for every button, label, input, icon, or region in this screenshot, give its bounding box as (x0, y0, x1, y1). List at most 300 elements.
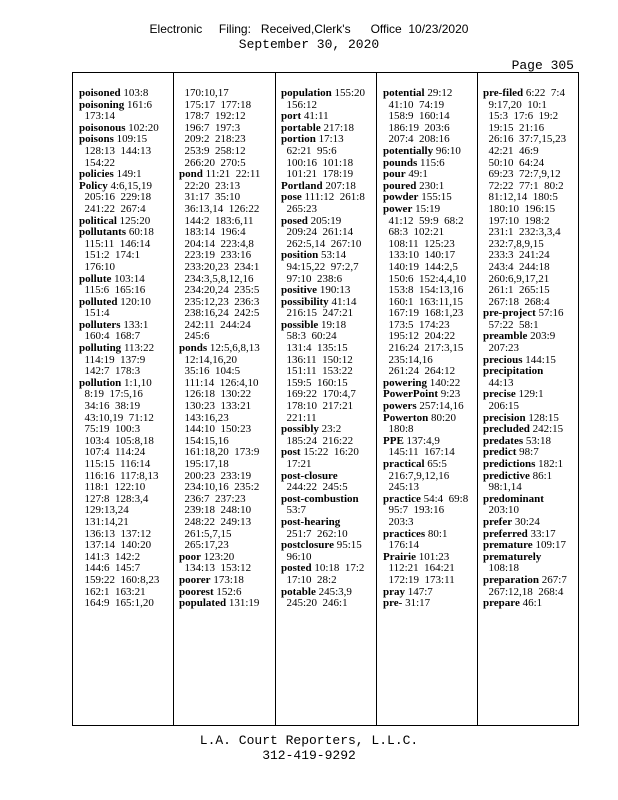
page-line-refs: 72:22 77:1 80:2 (483, 179, 564, 192)
page-line-refs: 115:15 116:14 (79, 458, 151, 470)
page-line-refs: 178:10 217:21 (281, 400, 354, 413)
page-line-refs: 53:18 (523, 434, 551, 447)
page-line-refs: 180:8 (383, 423, 414, 436)
page-line-refs: 115:6 (417, 156, 445, 169)
page-line-refs: 223:19 233:16 (179, 249, 252, 262)
index-term: posted (281, 562, 312, 575)
page-line-refs: 235:14,16 (383, 353, 433, 366)
page-line-refs: 36:13,14 126:22 (179, 202, 260, 215)
index-term: possibility (281, 295, 329, 308)
page-line-refs: 207:18 (322, 179, 356, 192)
index-term: precipitation (483, 365, 544, 378)
page-line-refs: 118:1 122:10 (79, 481, 146, 494)
page-line-refs: 108:18 (483, 562, 520, 575)
page-line-refs: 203:9 (527, 330, 556, 343)
page-line-refs: 17:13 (315, 133, 344, 146)
index-term: prefer (483, 515, 513, 528)
page-line-refs: 19:18 (318, 318, 347, 331)
page-line-refs: 31:17 (402, 597, 431, 610)
page-line-refs: 8:19 17:5,16 (79, 388, 143, 401)
page-line-refs: 178:7 192:12 (179, 110, 246, 123)
page-line-refs: 69:23 72:7,9,12 (483, 168, 561, 181)
page-line-refs: 261:5,7,15 (179, 527, 232, 540)
index-term: predominant (483, 492, 544, 505)
reporter-phone: 312-419-9292 (262, 748, 356, 763)
reporter-company: L.A. Court Reporters, L.L.C. (199, 733, 419, 748)
page-line-refs: 217:18 (320, 121, 355, 134)
page-line-refs: 109:15 (113, 133, 148, 146)
index-term: post (281, 446, 301, 459)
page-line-refs: 9:23 (437, 388, 461, 401)
page-line-refs: 6:22 7:4 (523, 87, 565, 99)
page-line-refs: 116:16 117:8,13 (79, 469, 159, 482)
page-line-refs: 230:1 (416, 179, 445, 192)
index-entry (483, 598, 567, 610)
index-entry (179, 598, 260, 610)
index-term: pre-project (483, 307, 536, 320)
page-line-refs: 216:15 247:21 (281, 307, 354, 320)
page-line-refs: 241:22 267:4 (79, 202, 146, 215)
transcript-date: September 30, 2020 (238, 37, 380, 52)
page-line-refs: 147:7 (405, 585, 433, 598)
page-line-refs: 131:14,21 (79, 515, 129, 528)
footer (0, 733, 618, 763)
index-term: poisonous (79, 121, 126, 134)
index-term: pollutants (79, 226, 127, 239)
index-term: poor (179, 550, 201, 563)
index-term: precluded (483, 423, 530, 436)
page-line-refs: 111:12 261:8 (301, 191, 365, 204)
page-line-refs: 234:3,5,8,12,16 (179, 272, 254, 285)
index-term: poured (383, 179, 417, 192)
page-line-refs: 34:16 38:19 (79, 400, 141, 413)
page-line-refs: 60:18 (126, 226, 154, 239)
page-line-refs: 185:24 216:22 (281, 434, 354, 447)
page-line-refs: 53:14 (318, 249, 347, 262)
column-divider (477, 73, 478, 725)
page-line-refs: 234:20,24 235:5 (179, 284, 260, 297)
index-term: pounds (383, 156, 418, 169)
page-line-refs: 35:16 104:5 (179, 365, 241, 378)
index-term: pre- (383, 597, 403, 610)
index-term: Policy (79, 179, 108, 192)
index-term: pollution (79, 376, 122, 389)
index-term: poorer (179, 573, 211, 586)
page-line-refs: 150:6 152:4,4,10 (383, 272, 467, 285)
page-number: Page 305 (511, 58, 574, 73)
page-line-refs: 17:21 (281, 458, 312, 470)
page-line-refs: 262:5,14 267:10 (281, 237, 362, 250)
page-line-refs: 46:1 (519, 597, 543, 610)
page-line-refs: 113:22 (121, 342, 155, 355)
page-line-refs: 136:11 150:12 (281, 353, 353, 366)
page-line-refs: 41:10 74:19 (383, 98, 445, 111)
index-term: populated (179, 597, 227, 610)
page-line-refs: 206:15 (483, 400, 520, 413)
page-line-refs: 125:20 (116, 214, 151, 227)
page-line-refs: 152:6 (213, 585, 242, 598)
page-line-refs: 133:10 140:17 (383, 249, 456, 262)
page-line-refs: 96:10 (433, 144, 461, 157)
page-line-refs: 267:7 (539, 573, 567, 586)
page-line-refs: 239:18 248:10 (179, 504, 252, 517)
index-term: practices (383, 527, 426, 540)
page-line-refs: 257:14,16 (416, 400, 464, 413)
page-line-refs: 267:12,18 268:4 (483, 585, 564, 598)
page-line-refs: 109:17 (532, 539, 567, 552)
page-line-refs: 65:5 (424, 458, 447, 470)
page-line-refs: 236:7 237:23 (179, 492, 246, 505)
page-line-refs: 245:20 246:1 (281, 597, 348, 610)
page-line-refs: 128:13 144:13 (79, 144, 152, 157)
page-line-refs: 253:9 258:12 (179, 144, 246, 157)
index-term: predictions (483, 458, 536, 470)
page-line-refs: 29:12 (424, 87, 453, 99)
index-term: powder (383, 191, 419, 204)
page-line-refs: 221:11 (281, 411, 317, 424)
page-line-refs: 207:4 208:16 (383, 133, 450, 146)
page-line-refs: 204:14 223:4,8 (179, 237, 254, 250)
index-column-3 (281, 88, 365, 610)
index-term: pre-filed (483, 87, 524, 99)
page-line-refs: 41:12 59:9 68:2 (383, 214, 464, 227)
page-line-refs: 216:24 217:3,15 (383, 342, 464, 355)
index-entry (383, 598, 468, 610)
page-line-refs: 50:10 64:24 (483, 156, 545, 169)
page-line-refs: 140:22 (427, 376, 461, 389)
page-line-refs: 162:1 163:21 (79, 585, 146, 598)
page-line-refs: 209:24 261:14 (281, 226, 354, 239)
page-line-refs: 75:19 100:3 (79, 423, 141, 436)
index-term: poisons (79, 133, 114, 146)
word-index-box (72, 72, 579, 726)
page-line-refs: 137:4,9 (403, 434, 440, 447)
page-line-refs: 100:16 101:18 (281, 156, 354, 169)
page-line-refs: 41:11 (301, 110, 329, 123)
page-line-refs: 112:21 164:21 (383, 562, 455, 575)
index-term: poorest (179, 585, 214, 598)
index-continuation (281, 598, 365, 610)
index-term: predict (483, 446, 517, 459)
page-line-refs: 95:15 (333, 539, 362, 552)
page-line-refs: 80:20 (428, 411, 457, 424)
page-line-refs: 11:21 22:11 (202, 168, 261, 181)
page-line-refs: 42:21 46:9 (483, 144, 539, 157)
page-line-refs: 156:12 (281, 98, 318, 111)
page-line-refs: 145:11 167:14 (383, 446, 455, 459)
page-line-refs: 142:7 178:3 (79, 365, 141, 378)
index-term: post-closure (281, 469, 338, 482)
index-term: pollute (79, 272, 112, 285)
page-line-refs: 175:17 177:18 (179, 98, 252, 111)
index-term: Prairie (383, 550, 416, 563)
column-divider (376, 73, 377, 725)
index-term: precise (483, 388, 516, 401)
page-line-refs: 195:17,18 (179, 458, 229, 470)
page-line-refs: 216:7,9,12,16 (383, 469, 450, 482)
page-line-refs: 107:4 114:24 (79, 446, 146, 459)
index-term: Portland (281, 179, 323, 192)
page-line-refs: 96:10 (281, 550, 312, 563)
page-line-refs: 123:20 (201, 550, 235, 563)
page-line-refs: 242:15 (529, 423, 564, 436)
page-line-refs: 235:12,23 236:3 (179, 295, 260, 308)
page-line-refs: 30:24 (512, 515, 540, 528)
index-term: practice (383, 492, 421, 505)
page-line-refs: 144:15 (522, 353, 556, 366)
page-line-refs: 127:8 128:3,4 (79, 492, 149, 505)
index-term: postclosure (281, 539, 334, 552)
page-line-refs: 159:22 160:8,23 (79, 573, 160, 586)
index-term: prepare (483, 597, 520, 610)
page-line-refs: 12:5,6,8,13 (207, 342, 260, 355)
page-line-refs: 80:1 (425, 527, 448, 540)
page-line-refs: 161:6 (124, 98, 153, 111)
index-term: posed (281, 214, 308, 227)
page-line-refs: 172:19 173:11 (383, 573, 455, 586)
index-term: portion (281, 133, 316, 146)
index-term: post-combustion (281, 492, 359, 505)
page-line-refs: 161:18,20 173:9 (179, 446, 260, 459)
page-line-refs: 95:7 193:16 (383, 504, 445, 517)
page-line-refs: 15:3 17:6 19:2 (483, 110, 559, 123)
page-line-refs: 153:8 154:13,16 (383, 284, 464, 297)
page-line-refs: 180:10 196:15 (483, 202, 556, 215)
page-line-refs: 68:3 102:21 (383, 226, 445, 239)
page-line-refs: 141:3 142:2 (79, 550, 141, 563)
index-term: precision (483, 411, 526, 424)
page-line-refs: 133:1 (120, 318, 149, 331)
index-term: predates (483, 434, 524, 447)
index-term: powering (383, 376, 427, 389)
page-line-refs: 169:22 170:4,7 (281, 388, 356, 401)
page-line-refs: 207:23 (483, 342, 520, 355)
page-line-refs: 243:4 244:18 (483, 260, 550, 273)
index-column-4 (383, 88, 468, 610)
page-line-refs: 167:19 168:1,23 (383, 307, 464, 320)
page-line-refs: 49:1 (405, 168, 428, 181)
index-term: port (281, 110, 302, 123)
page-line-refs: 203:10 (483, 504, 520, 517)
page-line-refs: 15:19 (412, 202, 441, 215)
page-line-refs: 182:1 (535, 458, 564, 470)
page-line-refs: 164:9 165:1,20 (79, 597, 154, 610)
index-term: power (383, 202, 413, 215)
page-line-refs: 86:1 (529, 469, 553, 482)
page-line-refs: 203:3 (383, 515, 414, 528)
page-line-refs: 57:22 58:1 (483, 318, 539, 331)
index-term: portable (281, 121, 321, 134)
page-line-refs: 158:9 160:14 (383, 110, 450, 123)
index-term: pour (383, 168, 406, 181)
page-line-refs: 101:21 178:19 (281, 168, 354, 181)
page-line-refs: 238:16,24 242:5 (179, 307, 260, 320)
page-line-refs: 242:11 244:24 (179, 318, 251, 331)
page-line-refs: 31:17 35:10 (179, 191, 241, 204)
column-divider (275, 73, 276, 725)
page-line-refs: 149:1 (113, 168, 142, 181)
page-line-refs: 232:7,8,9,15 (483, 237, 544, 250)
page-line-refs: 151:4 (79, 307, 110, 320)
index-term: practical (383, 458, 425, 470)
page-line-refs: 195:12 204:22 (383, 330, 456, 343)
page-line-refs: 143:16,23 (179, 411, 229, 424)
page-line-refs: 97:10 238:6 (281, 272, 343, 285)
page-line-refs: 94:15,22 97:2,7 (281, 260, 359, 273)
page-line-refs: 130:23 133:21 (179, 400, 252, 413)
page-line-refs: 233:20,23 234:1 (179, 260, 260, 273)
page-line-refs: 200:23 233:19 (179, 469, 252, 482)
page-line-refs: 23:2 (318, 423, 342, 436)
filing-stamp: Electronic Filing: Received,Clerk's Office 10/23/2020 (149, 22, 469, 36)
index-term: PPE (383, 434, 404, 447)
index-term: predictive (483, 469, 530, 482)
page-line-refs: 108:11 125:23 (383, 237, 455, 250)
page-line-refs: 154:15,16 (179, 434, 229, 447)
page-line-refs: 12:14,16,20 (179, 353, 238, 366)
page-line-refs: 176:10 (79, 260, 116, 273)
page-line-refs: 144:2 183:6,11 (179, 214, 254, 227)
index-continuation (79, 598, 159, 610)
page-line-refs: 26:16 37:7,15,23 (483, 133, 567, 146)
index-term: polluted (79, 295, 118, 308)
page-line-refs: 159:5 160:15 (281, 376, 348, 389)
index-term: position (281, 249, 319, 262)
page-line-refs: 44:13 (483, 376, 514, 389)
page-line-refs: 4:6,15,19 (107, 179, 153, 192)
page-line-refs: 98:7 (516, 446, 539, 459)
page-line-refs: 260:6,9,17,21 (483, 272, 550, 285)
page-line-refs: 115:6 165:16 (79, 284, 146, 297)
index-term: possible (281, 318, 319, 331)
page-line-refs: 131:19 (226, 597, 260, 610)
index-term: powers (383, 400, 417, 413)
page-line-refs: 248:22 249:13 (179, 515, 252, 528)
index-term: potable (281, 585, 316, 598)
page-line-refs: 103:14 (111, 272, 145, 285)
page-line-refs: 209:2 218:23 (179, 133, 246, 146)
page-line-refs: 120:10 (117, 295, 151, 308)
page-line-refs: 173:18 (210, 573, 244, 586)
page-line-refs: 205:19 (307, 214, 342, 227)
index-term: positive (281, 284, 318, 297)
page-line-refs: 245:13 (383, 481, 420, 494)
page-line-refs: 98:1,14 (483, 481, 522, 494)
page-line-refs: 190:13 (317, 284, 351, 297)
index-term: pray (383, 585, 405, 598)
page-line-refs: 173:14 (79, 110, 116, 123)
page-line-refs: 131:4 135:15 (281, 342, 348, 355)
page-line-refs: 234:10,16 235:2 (179, 481, 260, 494)
index-term: polluters (79, 318, 121, 331)
page-line-refs: 129:1 (515, 388, 544, 401)
page-line-refs: 111:14 126:4,10 (179, 376, 259, 389)
page-line-refs: 245:3,9 (315, 585, 352, 598)
page-line-refs: 251:7 262:10 (281, 527, 348, 540)
page-line-refs: 197:10 198:2 (483, 214, 550, 227)
page-line-refs: 17:10 28:2 (281, 573, 337, 586)
page-line-refs: 155:15 (418, 191, 452, 204)
page-line-refs: 245:6 (179, 330, 210, 343)
page-line-refs: 196:7 197:3 (179, 121, 241, 134)
page-line-refs: 267:18 268:4 (483, 295, 550, 308)
page-line-refs: 126:18 130:22 (179, 388, 252, 401)
index-term: polluting (79, 342, 122, 355)
page-line-refs: 160:1 163:11,15 (383, 295, 463, 308)
page-line-refs: 41:14 (328, 295, 357, 308)
page-line-refs: 1:1,10 (121, 376, 152, 389)
page-line-refs: 144:10 150:23 (179, 423, 252, 436)
page-line-refs: 266:20 270:5 (179, 156, 246, 169)
index-term: prematurely (483, 550, 542, 563)
page-line-refs: 15:22 16:20 (300, 446, 359, 459)
page-line-refs: 244:22 245:5 (281, 481, 348, 494)
page-line-refs: 102:20 (125, 121, 159, 134)
index-term: post-hearing (281, 515, 341, 528)
column-divider (173, 73, 174, 725)
page-line-refs: 140:19 144:2,5 (383, 260, 458, 273)
page-line-refs: 231:1 232:3,3,4 (483, 226, 561, 239)
page-line-refs: 101:23 (415, 550, 450, 563)
index-term: poisoning (79, 98, 125, 111)
page-line-refs: 137:14 140:20 (79, 539, 152, 552)
page-line-refs: 129:13,24 (79, 504, 129, 517)
page-line-refs: 114:19 137:9 (79, 353, 146, 366)
index-term: political (79, 214, 117, 227)
index-term: policies (79, 168, 114, 181)
page-line-refs: 115:11 146:14 (79, 237, 151, 250)
page-line-refs: 233:3 241:24 (483, 249, 550, 262)
page-line-refs: 9:17,20 10:1 (483, 98, 547, 111)
index-term: premature (483, 539, 533, 552)
index-term: poisoned (79, 87, 121, 99)
index-term: population (281, 87, 332, 99)
page-line-refs: 183:14 196:4 (179, 226, 246, 239)
page-line-refs: 144:6 145:7 (79, 562, 141, 575)
page-line-refs: 176:14 (383, 539, 420, 552)
page-line-refs: 265:17,23 (179, 539, 229, 552)
page-line-refs: 186:19 203:6 (383, 121, 450, 134)
page-line-refs: 103:8 (120, 87, 149, 99)
index-term: possibly (281, 423, 319, 436)
index-term: PowerPoint (383, 388, 438, 401)
index-column-2 (179, 88, 260, 610)
page-line-refs: 151:2 174:1 (79, 249, 141, 262)
page-line-refs: 33:17 (527, 527, 556, 540)
page-line-refs: 154:22 (79, 156, 116, 169)
page-line-refs: 261:24 264:12 (383, 365, 456, 378)
page-line-refs: 160:4 168:7 (79, 330, 141, 343)
index-term: potential (383, 87, 425, 99)
page-line-refs: 53:7 (281, 504, 307, 517)
page-line-refs: 170:10,17 (179, 87, 229, 99)
page-line-refs: 10:18 17:2 (311, 562, 365, 575)
index-term: preamble (483, 330, 528, 343)
page-line-refs: 62:21 95:6 (281, 144, 337, 157)
page-line-refs: 58:3 60:24 (281, 330, 337, 343)
index-term: preparation (483, 573, 540, 586)
page-line-refs: 128:15 (525, 411, 559, 424)
index-column-1 (79, 88, 159, 610)
page-line-refs: 103:4 105:8,18 (79, 434, 154, 447)
page-line-refs: 57:16 (535, 307, 564, 320)
index-term: precious (483, 353, 523, 366)
page-line-refs: 54:4 69:8 (420, 492, 469, 505)
index-term: pond (179, 168, 203, 181)
page-line-refs: 81:12,14 180:5 (483, 191, 558, 204)
index-term: ponds (179, 342, 208, 355)
page-line-refs: 265:23 (281, 202, 318, 215)
